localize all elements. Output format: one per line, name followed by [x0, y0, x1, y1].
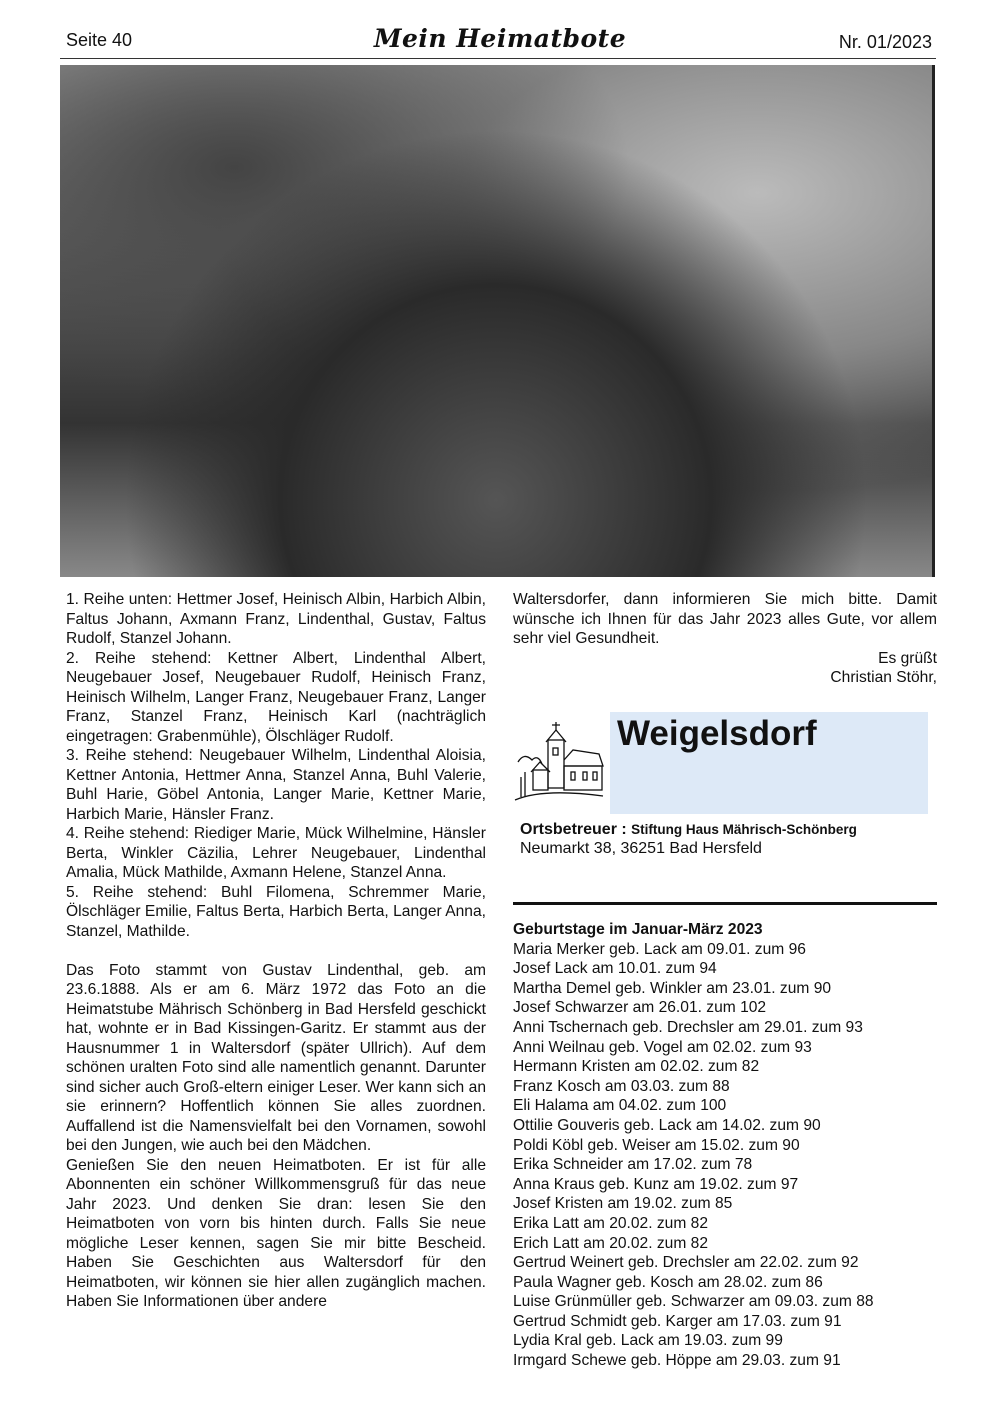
ortsbetreuer-info: [520, 820, 857, 858]
address: Neumarkt 38, 36251 Bad Hersfeld: [520, 840, 762, 857]
header-divider: [60, 58, 936, 59]
ortsbetreuer-name: Stiftung Haus Mährisch-Schönberg: [631, 822, 857, 837]
birthday-entry: Martha Demel geb. Winkler am 23.01. zum 90: [513, 979, 832, 997]
left-column: [66, 590, 486, 1312]
row-4-caption: 4. Reihe stehend: Riediger Marie, Mück Wilhelmine, Hänsler Berta, Winkler Cäzilia, Lehrer Neugebauer, Lindenthal Amalia, Mück Mathilde, Axmann Helene, Stanzel Anna.: [66, 825, 486, 881]
birthday-list: [513, 920, 943, 1371]
class-photo: [60, 65, 935, 577]
birthday-entry: Ottilie Gouveris geb. Lack am 14.02. zum 90: [513, 1116, 821, 1134]
issue-number: Nr. 01/2023: [838, 32, 932, 52]
birthday-entry: Anni Weilnau geb. Vogel am 02.02. zum 93: [513, 1038, 812, 1056]
birthday-entry: Erich Latt am 20.02. zum 82: [513, 1234, 709, 1252]
row-5-caption: 5. Reihe stehend: Buhl Filomena, Schremmer Marie, Ölschläger Emilie, Faltus Berta, Harbich Berta, Langer Anna, Stanzel, Mathilde.: [66, 883, 486, 940]
birthday-entry: Franz Kosch am 03.03. zum 88: [513, 1077, 730, 1095]
signature: Christian Stöhr,: [830, 669, 937, 686]
row-3-caption: 3. Reihe stehend: Neugebauer Wilhelm, Lindenthal Aloisia, Kettner Antonia, Hettmer Anna, Stanzel Anna, Buhl Valerie, Buhl Harie, Göbel Antonia, Langer Marie, Kettner Marie, Harbich Marie, Hänsler Franz.: [66, 747, 486, 823]
birthday-entry: Erika Latt am 20.02. zum 82: [513, 1214, 709, 1232]
birthday-entry: Josef Kristen am 19.02. zum 85: [513, 1195, 733, 1213]
right-column-top: [513, 590, 937, 688]
birthday-entry: Poldi Köbl geb. Weiser am 15.02. zum 90: [513, 1136, 800, 1154]
birthday-entry: Luise Grünmüller geb. Schwarzer am 09.03. zum 88: [513, 1293, 874, 1311]
birthday-entry: Josef Lack am 10.01. zum 94: [513, 960, 717, 978]
birthday-entry: Josef Schwarzer am 26.01. zum 102: [513, 999, 767, 1017]
greeting-paragraph: Genießen Sie den neuen Heimatboten. Er ist für alle Abonnenten ein schöner Willkommensgruß für das neue Jahr 2023. Und denken Sie dran: lesen Sie den Heimatboten von vorn bis hinten durch. Falls Sie neue mögliche Leser kennen, sagen Sie mir bitte Bescheid. Haben Sie Geschichten aus Waltersdorf für den Heimatboten, wir können sie hier allen zugänglich machen. Haben Sie Informationen über andere: [66, 1156, 486, 1310]
greeting: Es grüßt: [878, 649, 937, 667]
birthday-entry: Gertrud Schmidt geb. Karger am 17.03. zum 91: [513, 1312, 842, 1330]
birthday-entry: Lydia Kral geb. Lack am 19.03. zum 99: [513, 1332, 783, 1350]
continuation-text: Waltersdorfer, dann informieren Sie mich bitte. Damit wünsche ich Ihnen für das Jahr 2023 alles Gute, vor allem sehr viel Gesundheit.: [513, 591, 937, 647]
birthday-entry: Anni Tschernach geb. Drechsler am 29.01. zum 93: [513, 1018, 863, 1036]
birthday-heading: Geburtstage im Januar-März 2023: [513, 921, 763, 938]
birthday-entry: Anna Kraus geb. Kunz am 19.02. zum 97: [513, 1175, 799, 1193]
row-1-caption: 1. Reihe unten: Hettmer Josef, Heinisch Albin, Harbich Albin, Faltus Johann, Axmann Franz, Lindenthal, Gustav, Faltus Rudolf, Stanzel Johann.: [66, 591, 486, 647]
section-title: Weigelsdorf: [617, 714, 817, 753]
birthday-entry: Gertrud Weinert geb. Drechsler am 22.02. zum 92: [513, 1254, 859, 1272]
birthday-entry: Irmgard Schewe geb. Höppe am 29.03. zum 91: [513, 1352, 841, 1370]
birthday-entry: Erika Schneider am 17.02. zum 78: [513, 1156, 753, 1174]
church-illustration: [513, 722, 605, 802]
birthday-entry: Hermann Kristen am 02.02. zum 82: [513, 1058, 760, 1076]
birthday-entry: Maria Merker geb. Lack am 09.01. zum 96: [513, 940, 806, 958]
birthday-entry: Paula Wagner geb. Kosch am 28.02. zum 86: [513, 1273, 823, 1291]
photo-story: Das Foto stammt von Gustav Lindenthal, geb. am 23.6.1888. Als er am 6. März 1972 das Foto an die Heimatstube Mährisch Schönberg in Bad Hersfeld geschickt hat, wohnte er in Bad Kissingen-Garitz. Er stammt aus der Hausnummer 1 in Waltersdorf (später Ullrich). Auf dem schönen uralten Foto sind alle namentlich genannt. Darunter sind sicher auch Groß-eltern einiger Leser. Wer kann sich an sie erinnern? Hoffentlich können Sie alles zuordnen. Auffallend ist die Namensvielfalt bei den Vornamen, sowohl bei den Jungen, wie auch bei den Mädchen.: [66, 961, 486, 1154]
page-number: Seite 40: [66, 30, 133, 50]
section-divider: [513, 902, 937, 905]
ortsbetreuer-label: Ortsbetreuer :: [520, 821, 627, 838]
birthday-entry: Eli Halama am 04.02. zum 100: [513, 1097, 727, 1115]
publication-title: Mein Heimatbote: [373, 24, 627, 53]
row-2-caption: 2. Reihe stehend: Kettner Albert, Lindenthal Albert, Neugebauer Josef, Neugebauer Rudolf, Heinisch Franz, Heinisch Wilhelm, Langer Franz, Neugebauer Franz, Langer Franz, Stanzel Franz, Heinisch Karl (nachträglich eingetragen: Grabenmühle), Ölschläger Rudolf.: [66, 649, 486, 745]
